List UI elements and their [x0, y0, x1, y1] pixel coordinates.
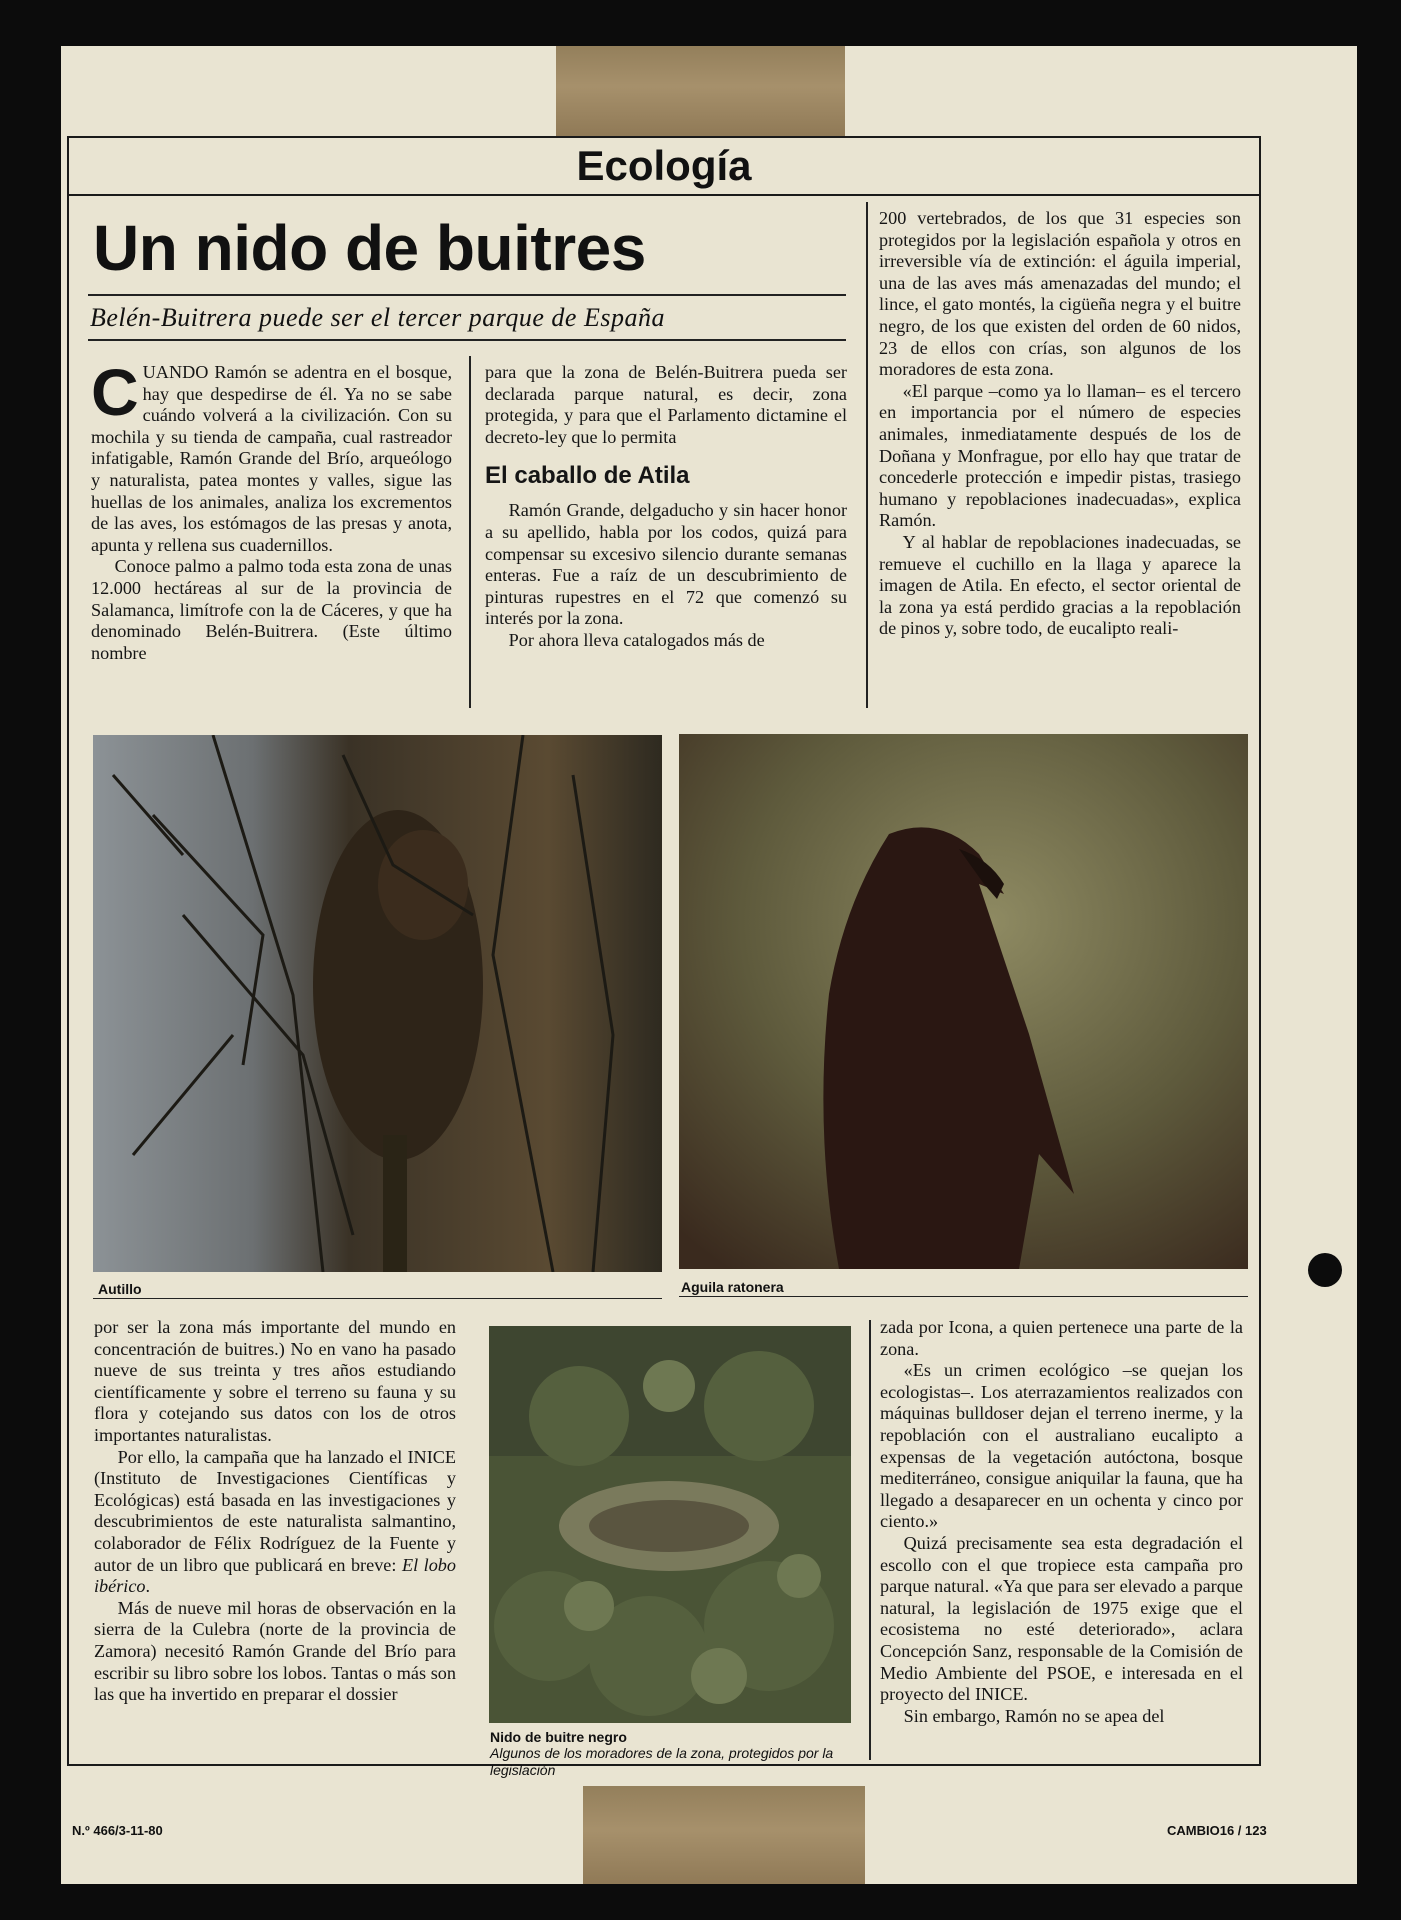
- column-3: [879, 208, 1241, 640]
- adhesive-tape-bottom: [583, 1786, 865, 1884]
- headline: Un nido de buitres: [93, 212, 646, 284]
- column-divider: [866, 202, 868, 708]
- column-divider: [469, 356, 471, 708]
- paragraph: Por ahora lleva catalogados más de: [508, 629, 765, 650]
- paragraph: Más de nueve mil horas de observación en la sierra de la Culebra (norte de la provincia de Zamora) necesitó Ramón Grande del Brío para escribir su libro sobre los lobos. Tantas o más son las que ha invertido en preparar el dossier: [94, 1597, 456, 1705]
- buzzard-photo: [679, 734, 1248, 1269]
- paragraph: 200 vertebrados, de los que 31 especies son protegidos por la legislación española y otros en irreversible vía de extinción: el águila imperial, una de las aves más amenazadas del mundo; el lince, el gato montés, la cigüeña negra y el buitre negro, de los que existen del orden de 60 nidos, 23 de ellos con crías, son algunos de los moradores de esta zona.: [879, 208, 1241, 380]
- caption-rule: [679, 1296, 1248, 1297]
- headline-rule: [88, 294, 846, 296]
- paragraph: por ser la zona más importante del mundo en concentración de buitres.) No en vano ha pasado nueve de sus treinta y tres años estudiando científicamente y sobre el terreno su fauna y su flora y cotejando sus datos con los de otros importantes naturalistas.: [94, 1317, 456, 1445]
- paragraph: Quizá precisamente sea esta degradación el escollo con el que tropiece esta campaña pro parque natural. «Ya que para ser elevado a parque natural, la legislación de 1975 exige que el ecosistema no esté deteriorado», aclara Concepción Sanz, responsable de la Comisión de Medio Ambiente del PSOE, e interesada en el proyecto del INICE.: [880, 1532, 1243, 1705]
- column-1: [91, 355, 452, 664]
- column-4: por ser la zona más importante del mundo en concentración de buitres.) No en vano ha pasado nueve de sus treinta y tres años estudiando científicamente y sobre el terreno su fauna y su flora y cotejando sus datos con los de otros importantes naturalistas. Por ello, la campaña que ha lanzado el INICE (Instituto de Investigaciones Científicas y Ecológicas) está basada en las investigaciones y descubrimientos de este naturalista salmantino, colaborador de Félix Rodríguez de la Fuente y autor de un libro que publicará en breve: El lobo ibérico. Más de nueve mil horas de observación en la sierra de la Culebra (norte de la provincia de Zamora) necesitó Ramón Grande del Brío para escribir su libro sobre los lobos. Tantas o más son las que ha invertido en preparar el dossier: [94, 1317, 456, 1705]
- paragraph: Por ello, la campaña que ha lanzado el INICE (Instituto de Investigaciones Científicas y Ecológicas) está basada en las investigaciones y descubrimientos de este naturalista salmantino, colaborador de Félix Rodríguez de la Fuente y autor de un libro que publicará en breve:: [94, 1446, 456, 1575]
- paragraph: para que la zona de Belén-Buitrera pueda ser declarada parque natural, es decir, zona protegida, y para que el Parlamento dictamine el decreto-ley que lo permita: [485, 362, 847, 447]
- subheadline: Belén-Buitrera puede ser el tercer parque de España: [90, 303, 665, 332]
- column-6: [880, 1317, 1243, 1727]
- section-title: Ecología: [69, 138, 1259, 196]
- photo-caption: Aguila ratonera: [681, 1279, 784, 1295]
- subsection-heading: El caballo de Atila: [485, 462, 690, 490]
- page-number: CAMBIO16 / 123: [1167, 1823, 1267, 1838]
- caption-rule: [93, 1298, 662, 1299]
- paragraph: «El parque –como ya lo llaman– es el tercero en importancia por el número de especies animales, inmediatamente después de los de Doñana y Monfrague, por ello hay que tratar de concederle protección e impedir pistas, trasiego humano y repoblaciones inadecuadas», explica Ramón.: [879, 380, 1241, 531]
- nest-photo: [489, 1326, 851, 1723]
- paragraph: UANDO Ramón se adentra en el bosque, hay que despedirse de él. Ya no se sabe cuándo volverá a la civilización. Con su mochila y su tienda de campaña, cual rastreador infatigable, Ramón Grande del Brío, arqueólogo y naturalista, patea montes y valles, sigue las huellas de los animales, analiza los excrementos de las aves, los estómagos de las presas y anota, apunta y rellena sus cuadernillos.: [91, 362, 452, 555]
- book-title: El lobo ibérico: [94, 1554, 456, 1597]
- photo-caption: Autillo: [98, 1281, 142, 1297]
- column-2: [485, 362, 847, 652]
- owl-photo: [93, 735, 662, 1272]
- issue-number: N.º 466/3-11-80: [72, 1823, 163, 1838]
- paragraph: Ramón Grande, delgaducho y sin hacer honor a su apellido, habla por los codos, quizá para compensar su excesivo silencio durante semanas enteras. Fue a raíz de un descubrimiento de pinturas rupestres en el 72 que comenzó su interés por la zona.: [485, 500, 847, 629]
- punch-hole: [1308, 1253, 1342, 1287]
- paragraph: Y al hablar de repoblaciones inadecuadas, se remueve el cuchillo en la llaga y aparece la imagen de Atila. En efecto, el sector oriental de la zona ya está perdido gracias a la repoblación de pinos y, sobre todo, de eucalipto reali-: [879, 531, 1241, 639]
- photo-caption-text: Algunos de los moradores de la zona, protegidos por la legislación: [490, 1745, 834, 1778]
- paragraph: zada por Icona, a quien pertenece una parte de la zona.: [880, 1317, 1243, 1359]
- adhesive-tape-top: [556, 46, 845, 136]
- paragraph: Sin embargo, Ramón no se apea del: [903, 1705, 1165, 1726]
- subhead-rule: [88, 339, 846, 341]
- drop-cap: C: [91, 355, 139, 429]
- column-divider: [869, 1320, 871, 1760]
- photo-caption: Nido de buitre negro: [490, 1729, 627, 1745]
- paragraph: Conoce palmo a palmo toda esta zona de unas 12.000 hectáreas al sur de la provincia de Salamanca, limítrofe con la de Cáceres, y que ha denominado Belén-Buitrera. (Este último nombre: [91, 556, 452, 663]
- paragraph: «Es un crimen ecológico –se quejan los ecologistas–. Los aterrazamientos realizados con máquinas bulldoser dejan el terreno inerme, y la repoblación con el australiano eucalipto a expensas de la vegetación autóctona, bosque mediterráneo, consigue aniquilar la fauna, que ha llegado a desaparecer en un ochenta y cinco por ciento.»: [880, 1360, 1243, 1532]
